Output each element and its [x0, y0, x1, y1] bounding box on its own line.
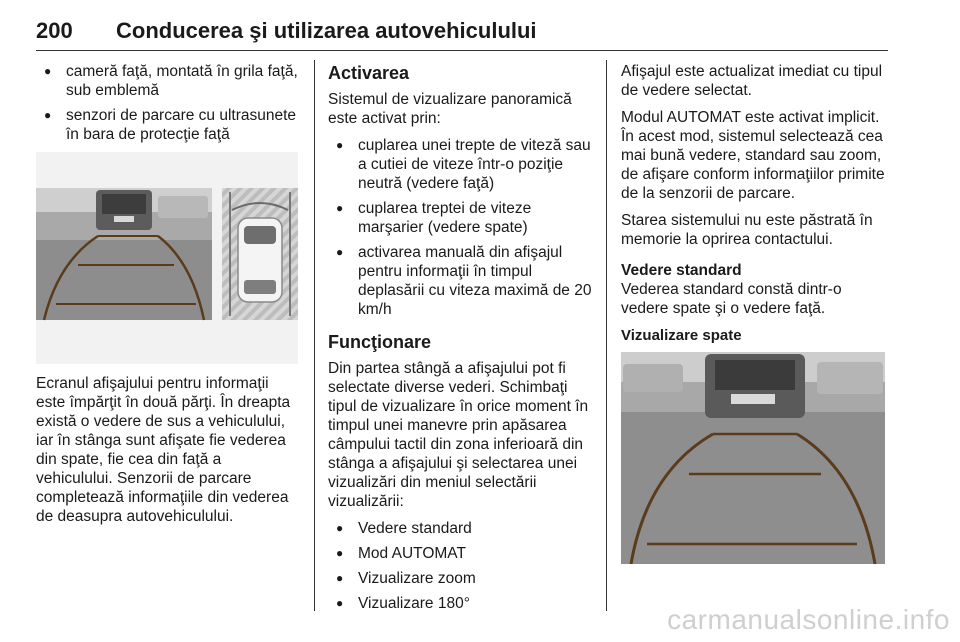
standard-view-paragraph: Vederea standard constă dintr-o vedere spate şi o vedere faţă.: [621, 281, 842, 317]
paragraph: Modul AUTOMAT este activat implicit. În acest mod, sistemul selectează cea mai bună vedere, standard sau zoom, de afişare conform informaţiilor primite de la senzorii de parcare.: [621, 109, 885, 202]
top-view: [222, 188, 298, 320]
column-divider-1: [314, 60, 315, 611]
list-item: ● Vedere standard: [328, 519, 594, 538]
front-camera-view: [36, 188, 212, 320]
watermark: carmanualsonline.info: [667, 604, 950, 635]
rear-camera-image: [621, 352, 885, 564]
section-heading-activation: Activarea: [328, 63, 410, 83]
split-view-camera-image: [36, 152, 298, 364]
subheading-standard-view: Vedere standard: [621, 262, 742, 279]
column-2: [328, 62, 594, 619]
function-paragraph: Din partea stângă a afişajului pot fi selectate diverse vederi. Schimbaţi tipul de vizualizare în orice moment în timpul unei manevre prin apăsarea câmpului tactil din zona inferioară din stânga a afişajului şi selectarea unei vizualizări din meniul selectării vizualizării:: [328, 360, 589, 510]
section-heading-function: Funcţionare: [328, 332, 432, 352]
header-divider: [36, 50, 888, 51]
page-number: 200: [36, 18, 73, 43]
list-item: ● Mod AUTOMAT: [328, 544, 594, 563]
subheading-rear-view: Vizualizare spate: [621, 327, 742, 344]
paragraph: Afişajul este actualizat imediat cu tipul de vedere selectat.: [621, 63, 883, 99]
column-3: [621, 62, 887, 564]
list-item: ● cameră faţă, montată în grila faţă, sub emblemă: [36, 62, 298, 100]
list-item: ● activarea manuală din afişajul pentru informaţii în timpul deplasării cu viteza maximă de 20 km/h: [328, 243, 594, 319]
list-item: ● Vizualizare 180°: [328, 594, 594, 613]
list-item: ● senzori de parcare cu ultrasunete în bara de protecţie faţă: [36, 106, 298, 144]
column-1: [36, 62, 298, 534]
page-title: Conducerea şi utilizarea autovehiculului: [116, 18, 537, 43]
list-item: ● cuplarea unei trepte de viteză sau a cutiei de viteze într-o poziţie neutră (vedere faţă): [328, 136, 594, 193]
page-header: [36, 12, 888, 52]
paragraph: Starea sistemului nu este păstrată în memorie la oprirea contactului.: [621, 212, 873, 248]
list-item: ● cuplarea treptei de viteze marşarier (vedere spate): [328, 199, 594, 237]
activation-intro: Sistemul de vizualizare panoramică este activat prin:: [328, 91, 572, 127]
description-paragraph: Ecranul afişajului pentru informaţii este împărţit în două părţi. În dreapta există o vedere de sus a vehiculului, iar în stânga sunt afişate fie vederea din spate, fie cea din faţă a vehiculului. Senzorii de parcare completează informaţiile din vederea de deasupra autovehiculului.: [36, 375, 291, 525]
list-item: ● Vizualizare zoom: [328, 569, 594, 588]
column-divider-2: [606, 60, 607, 611]
